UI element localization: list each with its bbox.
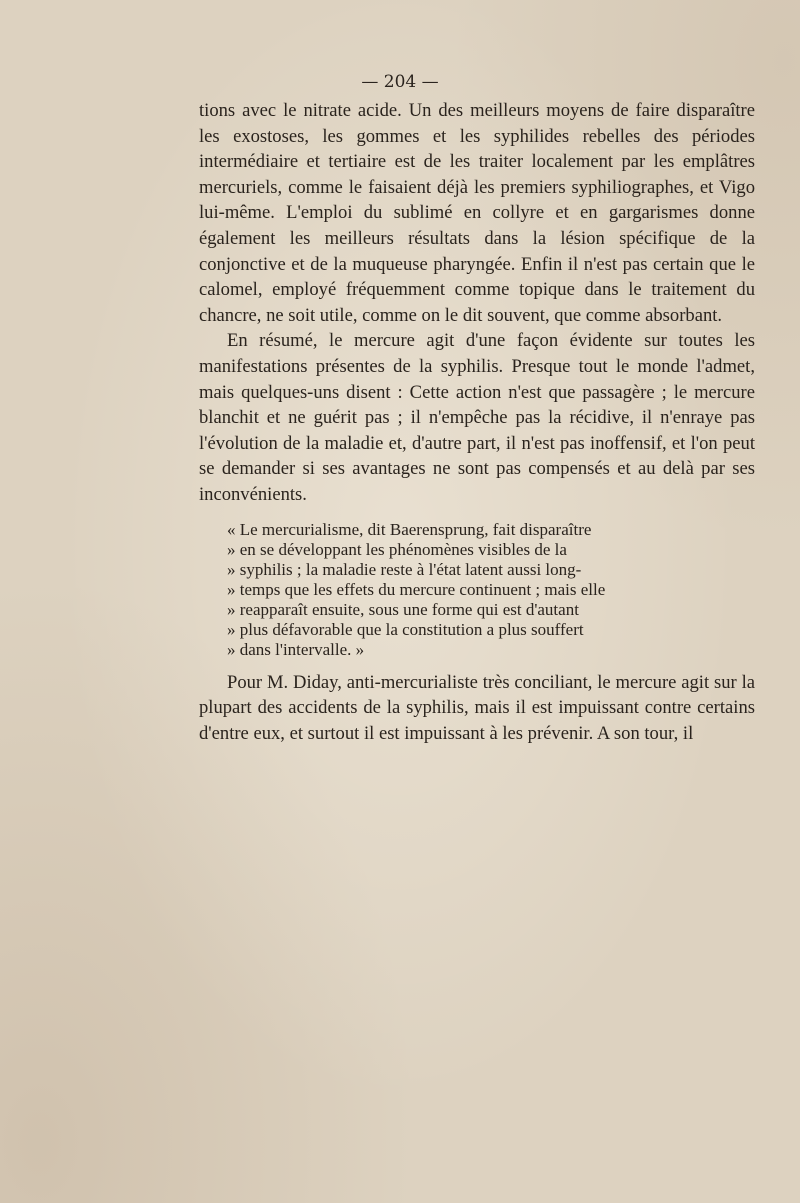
quote-line: » plus défavorable que la constitution a plus souffert <box>227 619 584 639</box>
quote-line: » dans l'intervalle. » <box>227 639 365 659</box>
quote-line: » reapparaît ensuite, sous une forme qui est d'autant <box>227 599 579 619</box>
paragraph-3: Pour M. Diday, anti-mercurialiste très conciliant, le mercure agit sur la plupart des accidents de la syphilis, mais il est impuissant contre certains d'entre eux, et surtout il est impuissant à les prévenir. A son tour, il <box>199 671 755 744</box>
baerensprung-quote <box>199 520 755 660</box>
quote-line: « Le mercurialisme, dit Baerensprung, fait disparaître <box>227 519 592 539</box>
paragraph-2: En résumé, le mercure agit d'une façon évidente sur toutes les manifestations présentes de la syphilis. Presque tout le monde l'admet, mais quelques-uns disent : Cette action n'est que passagère ; le mercure blanchit et ne guérit pas ; il n'empêche pas la récidive, il n'enraye pas l'évolution de la maladie et, d'autre part, il n'est pas inoffensif, et l'on peut se demander si ses avantages ne sont pas compensés et au delà par ses inconvénients. <box>199 330 755 505</box>
quote-line: » temps que les effets du mercure continuent ; mais elle <box>227 579 606 599</box>
paragraph-1: tions avec le nitrate acide. Un des meilleurs moyens de faire disparaître les exostoses, les gommes et les syphilides rebelles des périodes intermédiaire et tertiaire est de les traiter localement par les emplâtres mercuriels, comme le faisaient déjà les premiers syphiliographes, et Vigo lui-même. L'emploi du sublimé en collyre et en gargarismes donne également les meilleurs résultats dans la lésion spécifique de la conjonctive et de la muqueuse pharyngée. Enfin il n'est pas certain que le calomel, employé fréquemment comme topique dans le traitement du chancre, ne soit utile, comme on le dit souvent, que comme absorbant. <box>199 100 755 326</box>
quote-line: » en se développant les phénomènes visibles de la <box>227 539 567 559</box>
page-number: — 204 — <box>361 72 439 92</box>
quote-line: » syphilis ; la maladie reste à l'état latent aussi long- <box>227 559 582 579</box>
body-text <box>199 98 755 746</box>
